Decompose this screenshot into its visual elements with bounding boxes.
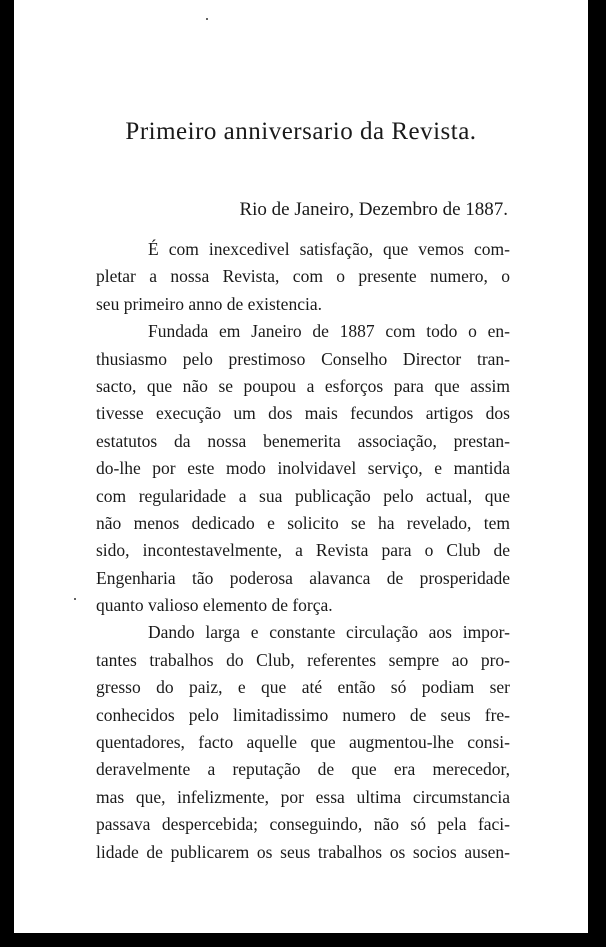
text-line: pletar a nossa Revista, com o presente numero, o bbox=[96, 266, 510, 287]
text-line: sacto, que não se poupou a esforços para que assim bbox=[96, 375, 510, 396]
text-line: mas que, infelizmente, por essa ultima circumstancia bbox=[96, 786, 510, 807]
page-title: Primeiro anniversario da Revista. bbox=[125, 118, 477, 145]
text-line: gresso do paiz, e que até então só podiam ser bbox=[96, 677, 510, 698]
text-line: lidade de publicarem os seus trabalhos os socios ausen- bbox=[96, 841, 510, 862]
text-line: conhecidos pelo limitadissimo numero de seus fre- bbox=[96, 704, 510, 725]
text-line: deravelmente a reputação de que era merecedor, bbox=[96, 759, 510, 780]
dateline: Rio de Janeiro, Dezembro de 1887. bbox=[239, 199, 508, 220]
article-body bbox=[96, 236, 510, 866]
text-line: tivesse execução um dos mais fecundos artigos dos bbox=[96, 403, 510, 424]
text-line: sido, incontestavelmente, a Revista para o Club de bbox=[96, 540, 510, 561]
paper-speck bbox=[206, 18, 208, 20]
text-line: tantes trabalhos do Club, referentes sempre ao pro- bbox=[96, 649, 510, 670]
text-line: passava despercebida; conseguindo, não só pela faci- bbox=[96, 814, 510, 835]
document-page bbox=[14, 0, 588, 933]
text-line: Dando larga e constante circulação aos impor- bbox=[148, 622, 510, 643]
text-line: thusiasmo pelo prestimoso Conselho Director tran- bbox=[96, 348, 510, 369]
text-line: seu primeiro anno de existencia. bbox=[96, 293, 322, 314]
text-line: Fundada em Janeiro de 1887 com todo o en- bbox=[148, 321, 510, 342]
text-line: quentadores, facto aquelle que augmentou-lhe consi- bbox=[96, 732, 510, 753]
text-line: quanto valioso elemento de força. bbox=[96, 595, 333, 616]
text-line: Engenharia tão poderosa alavanca de prosperidade bbox=[96, 567, 510, 588]
text-line: do-lhe por este modo inolvidavel serviço, e mantida bbox=[96, 458, 510, 479]
text-line: É com inexcedivel satisfação, que vemos com- bbox=[148, 239, 510, 259]
text-line: não menos dedicado e solicito se ha revelado, tem bbox=[96, 512, 510, 533]
text-line: estatutos da nossa benemerita associação, prestan- bbox=[96, 430, 510, 451]
text-line: com regularidade a sua publicação pelo actual, que bbox=[96, 485, 510, 506]
paper-speck bbox=[74, 598, 76, 600]
